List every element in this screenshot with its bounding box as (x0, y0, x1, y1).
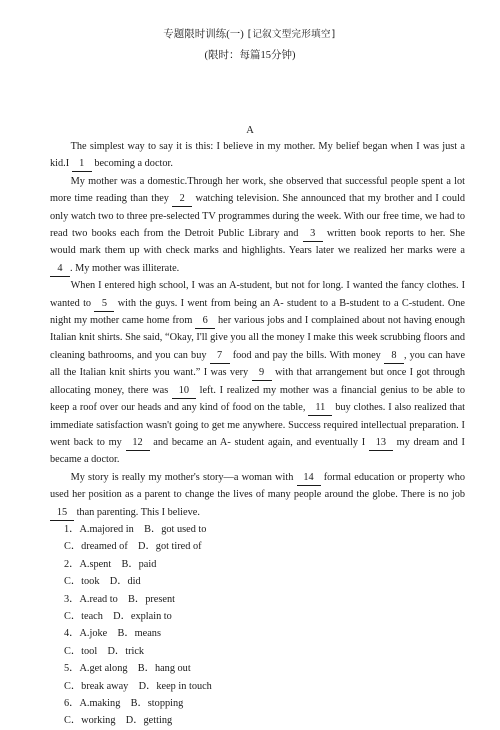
option-line: C．working D．getting (64, 715, 173, 727)
option-line: 4．A.joke B．means (64, 628, 161, 640)
blank-15: 15 (50, 506, 74, 521)
title-tag: [记叙文型完形填空] (246, 29, 337, 40)
option-line: 6．A.making B．stopping (64, 698, 184, 709)
blank-12: 12 (126, 436, 150, 451)
title-chinese: 专题限时训练(一) (163, 29, 244, 40)
option-line: C．took D．did (64, 576, 141, 588)
option-line: 3．A.read to B．present (64, 593, 175, 605)
blank-6: 6 (195, 314, 215, 329)
section-label: A (246, 125, 254, 136)
blank-9: 9 (252, 366, 272, 381)
blank-13: 13 (369, 436, 393, 451)
option-line: 5．A.get along B．hang out (64, 663, 191, 675)
option-line: C．dreamed of D．got tired of (64, 541, 202, 553)
page-title (0, 26, 500, 41)
paragraph-4: My story is really my mother's story—a woman with 14 formal education or property who used her position as a parent to change the lives of many people around the globe. There is no job 15 than parenting. This I believe. (50, 469, 465, 521)
option-line: C．tool D．trick (64, 645, 145, 657)
time-limit: (限时：每篇15分钟) (204, 50, 296, 61)
option-line: C．break away D．keep in touch (64, 680, 212, 692)
paragraph-2: My mother was a domestic.Through her work, she observed that successful people spent a lot more time reading than they 2 watching television. She announced that my brother and I could only watch two to three pre-selected TV programmes during the week. With our free time, we had to read two books each from the Detroit Public Library and 3 written book reports to her. She would mark them up with check marks and highlights. Years later we realized her marks were a 4 . My mother was illiterate. (50, 173, 465, 277)
paragraph-3: When I entered high school, I was an A-student, but not for long. I wanted the fancy clothes. I wanted to 5 with the guys. I went from being an A- student to a B-student to a C-student. One night my mother came home from 6 her various jobs and I complained about not having enough Italian knit shirts. She said, “Okay, I'll give you all the money I make this week scrubbing floors and cleaning bathrooms, and you can buy 7 food and pay the bills. With money 8 , you can have all the Italian knit shirts you want.” I was very 9 with that arrangement but once I got through allocating money, there was 10 left. I realized my mother was a financial genius to be able to keep a roof over our heads and any kind of food on the table, 11 buy clothes. I also realized that immediate satisfaction wasn't going to get me anywhere. Success required intellectual preparation. I went back to my 12 and became an A- student again, and eventually I 13 my dream and I became a doctor. (50, 280, 466, 466)
paragraph-1: The simplest way to say it is this: I believe in my mother. My belief began when I was just a kid.I 1 becoming a doctor. (50, 138, 465, 173)
blank-1: 1 (72, 157, 92, 172)
blank-7: 7 (210, 349, 230, 364)
option-line: 1．A.majored in B．got used to (64, 523, 207, 535)
blank-8: 8 (384, 349, 404, 364)
blank-5: 5 (94, 297, 114, 312)
blank-14: 14 (297, 471, 321, 486)
blank-10: 10 (172, 384, 196, 399)
blank-2: 2 (172, 192, 192, 207)
passage-body (50, 138, 465, 730)
blank-4: 4 (50, 262, 70, 277)
blank-11: 11 (308, 401, 332, 416)
answer-options (50, 521, 465, 730)
blank-3: 3 (303, 227, 323, 242)
option-line: 2．A.spent B．paid (64, 558, 157, 570)
option-line: C．teach D．explain to (64, 610, 172, 622)
